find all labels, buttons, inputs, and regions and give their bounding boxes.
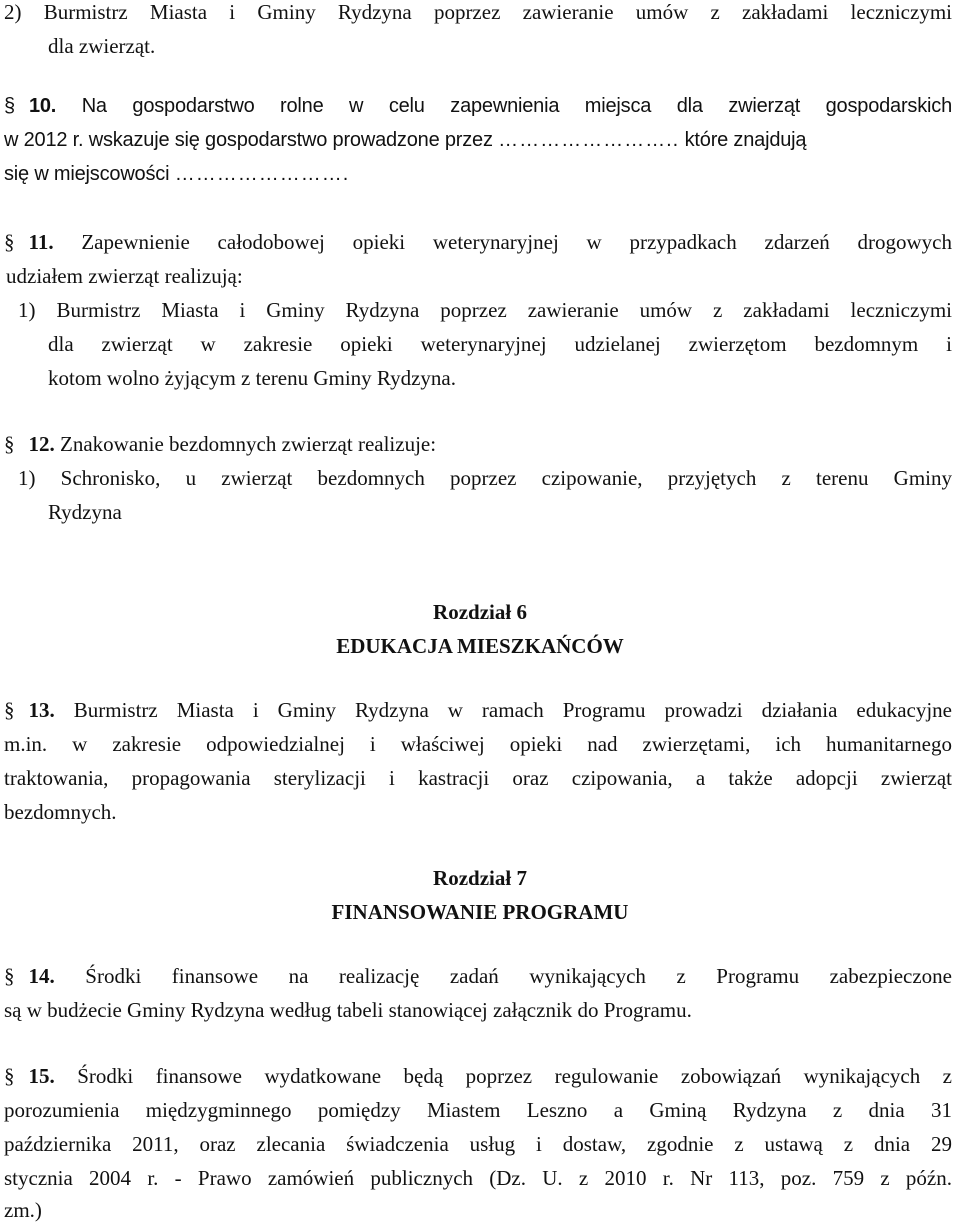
paragraph-number: 11. — [28, 230, 54, 254]
chapter-6-title: Rozdział 6 — [433, 600, 527, 624]
list-item-line: kotom wolno żyjącym z terenu Gminy Rydzyna. — [48, 366, 456, 390]
paragraph-text: które znajdują — [684, 129, 807, 151]
paragraph-text: Środki finansowe wydatkowane będą poprzez regulowanie zobowiązań wynikających z — [77, 1064, 952, 1088]
paragraph-10-line1 — [4, 96, 952, 116]
paragraph-10-line2 — [4, 130, 952, 150]
list-item-line: 1) Schronisko, u zwierząt bezdomnych poprzez czipowanie, przyjętych z terenu Gminy — [18, 466, 952, 490]
section-sign: § — [4, 1064, 15, 1088]
paragraph-11-line2: udziałem zwierząt realizują: — [6, 264, 243, 288]
paragraph-number: 13. — [28, 698, 55, 722]
paragraph-text: Znakowanie bezdomnych zwierząt realizuje: — [60, 432, 437, 456]
section-sign: § — [4, 95, 15, 117]
paragraph-text: w 2012 r. wskazuje się gospodarstwo prowadzone przez — [4, 129, 493, 151]
paragraph-14-line1 — [4, 966, 952, 987]
section-sign: § — [4, 230, 15, 254]
chapter-7-heading: FINANSOWANIE PROGRAMU — [331, 900, 629, 924]
blank-field-dots: ……………………. — [174, 163, 350, 185]
list-item-line: dla zwierząt. — [48, 34, 156, 58]
paragraph-12-line1 — [4, 434, 952, 455]
paragraph-11-line1 — [4, 232, 952, 253]
paragraph-14-line2: są w budżecie Gminy Rydzyna według tabeli stanowiącej załącznik do Programu. — [4, 998, 692, 1022]
section-sign: § — [4, 432, 15, 456]
chapter-7-title: Rozdział 7 — [433, 866, 527, 890]
paragraph-13-line1 — [4, 700, 952, 721]
paragraph-13-line2: m.in. w zakresie odpowiedzialnej i właściwej opieki nad zwierzętami, ich humanitarnego — [4, 732, 952, 756]
paragraph-number: 10. — [28, 95, 57, 117]
paragraph-text: Zapewnienie całodobowej opieki weterynaryjnej w przypadkach zdarzeń drogowych — [81, 230, 953, 254]
paragraph-15-line4: stycznia 2004 r. - Prawo zamówień publicznych (Dz. U. z 2010 r. Nr 113, poz. 759 z późn. — [4, 1166, 952, 1190]
paragraph-15-line5: zm.) — [4, 1198, 42, 1222]
blank-field-dots: …………………….. — [498, 129, 680, 151]
list-item-line: 1) Burmistrz Miasta i Gminy Rydzyna poprzez zawieranie umów z zakładami leczniczymi — [18, 298, 952, 322]
list-item-line: 2) Burmistrz Miasta i Gminy Rydzyna poprzez zawieranie umów z zakładami leczniczymi — [4, 0, 952, 24]
paragraph-15-line3: października 2011, oraz zlecania świadczenia usług i dostaw, zgodnie z ustawą z dnia 29 — [4, 1132, 952, 1156]
paragraph-number: 12. — [28, 432, 55, 456]
paragraph-number: 15. — [28, 1064, 55, 1088]
chapter-6-heading: EDUKACJA MIESZKAŃCÓW — [336, 634, 624, 658]
list-item-line: Rydzyna — [48, 500, 122, 524]
paragraph-text: Burmistrz Miasta i Gminy Rydzyna w ramach Programu prowadzi działania edukacyjne — [73, 698, 953, 722]
paragraph-10-line3 — [4, 164, 952, 184]
paragraph-15-line2: porozumienia międzygminnego pomiędzy Miastem Leszno a Gminą Rydzyna z dnia 31 — [4, 1098, 952, 1122]
paragraph-number: 14. — [28, 964, 55, 988]
paragraph-15-line1 — [4, 1066, 952, 1087]
paragraph-13-line4: bezdomnych. — [4, 800, 117, 824]
paragraph-text: Na gospodarstwo rolne w celu zapewnienia miejsca dla zwierząt gospodarskich — [81, 95, 952, 117]
list-item-line: dla zwierząt w zakresie opieki weterynaryjnej udzielanej zwierzętom bezdomnym i — [48, 332, 952, 356]
section-sign: § — [4, 964, 15, 988]
paragraph-13-line3: traktowania, propagowania sterylizacji i kastracji oraz czipowania, a także adopcji zwierząt — [4, 766, 952, 790]
section-sign: § — [4, 698, 15, 722]
paragraph-text: się w miejscowości — [4, 163, 170, 185]
paragraph-text: Środki finansowe na realizację zadań wynikających z Programu zabezpieczone — [85, 964, 952, 988]
